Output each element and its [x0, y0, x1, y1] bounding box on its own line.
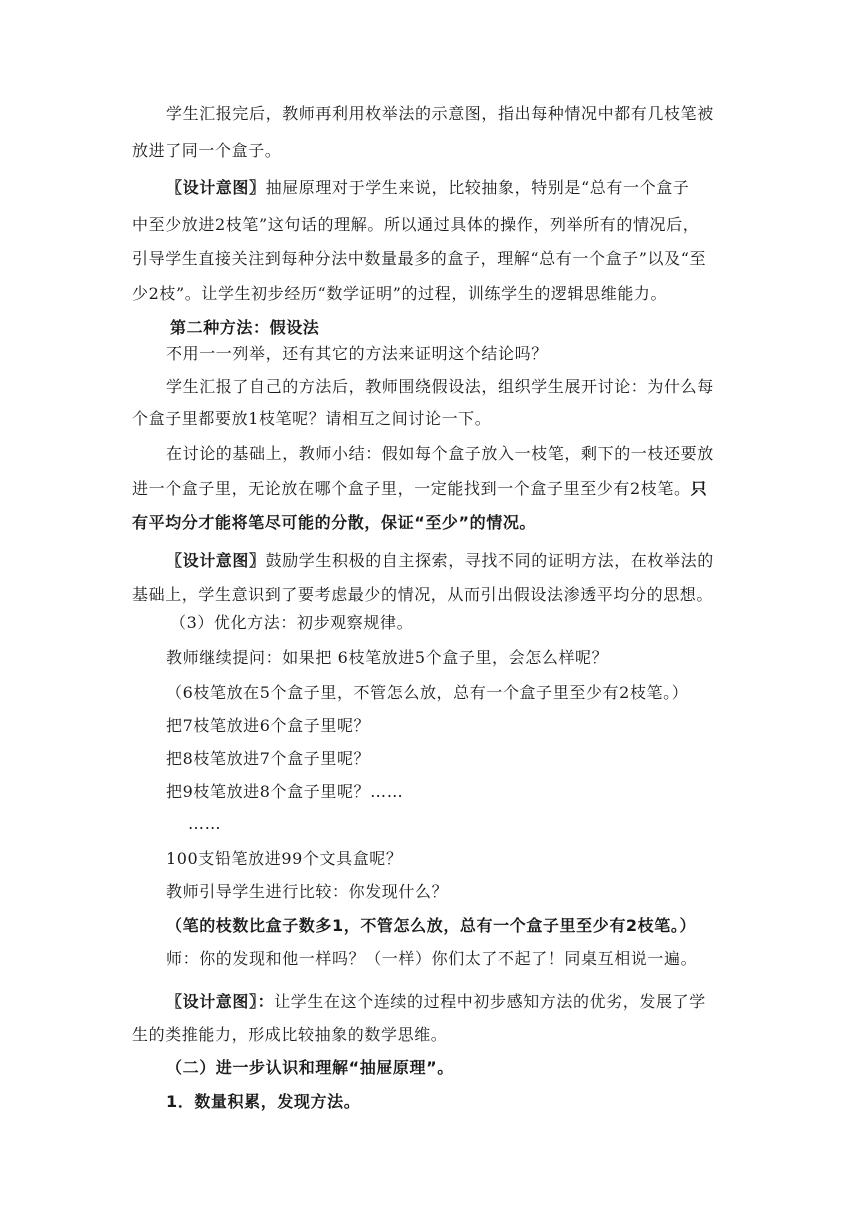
paragraph-line-bold: 有平均分才能将笔尽可能的分散，保证“至少”的情况。	[132, 513, 537, 532]
design-intent-text: 抽屉原理对于学生来说，比较抽象，特别是“总有一个盒子	[265, 178, 690, 197]
design-intent-label: 〖设计意图〗	[166, 178, 266, 197]
paragraph-line: 生的类推能力，形成比较抽象的数学思维。	[132, 1025, 448, 1044]
paragraph-line-bold: （笔的枝数比盒子数多1，不管怎么放，总有一个盒子里至少有2枝笔。）	[166, 916, 697, 935]
paragraph-line: 把9枝笔放进8个盒子里呢？……	[166, 782, 404, 801]
paragraph-line: ……	[188, 814, 222, 833]
paragraph-line: 把8枝笔放进7个盒子里呢？	[166, 749, 371, 768]
design-intent-text: 鼓励学生积极的自主探索，寻找不同的证明方法，在枚举法的	[265, 551, 714, 570]
paragraph-line: 学生汇报完后，教师再利用枚举法的示意图，指出每种情况中都有几枝笔被	[166, 104, 714, 123]
design-intent-label: 〖设计意图〗：	[166, 992, 275, 1011]
section-heading: 1．数量积累，发现方法。	[166, 1092, 361, 1111]
paragraph-line: 引导学生直接关注到每种分法中数量最多的盒子，理解“总有一个盒子”以及“至	[132, 249, 707, 268]
paragraph-line: 不用一一列举，还有其它的方法来证明这个结论吗？	[166, 344, 548, 363]
paragraph-line: 把7枝笔放进6个盒子里呢？	[166, 716, 371, 735]
paragraph-line: 学生汇报了自己的方法后，教师围绕假设法，组织学生展开讨论：为什么每	[166, 377, 714, 396]
line-text: 进一个盒子里，无论放在哪个盒子里，一定能找到一个盒子里至少有2枝笔。	[132, 479, 691, 498]
paragraph-line: 基础上，学生意识到了要考虑最少的情况，从而引出假设法渗透平均分的思想。	[132, 585, 714, 604]
line-bold-text: 只	[690, 479, 708, 498]
paragraph-line: 教师引导学生进行比较：你发现什么？	[166, 882, 449, 901]
design-intent-text: 让学生在这个连续的过程中初步感知方法的优劣，发展了学	[274, 992, 706, 1011]
paragraph-line: 中至少放进2枝笔”这句话的理解。所以通过具体的操作，列举所有的情况后，	[132, 215, 700, 234]
section-heading: 第二种方法：假设法	[170, 318, 320, 337]
paragraph-line: 师：你的发现和他一样吗？（一样）你们太了不起了！同桌互相说一遍。	[166, 949, 698, 968]
paragraph-line: 在讨论的基础上，教师小结：假如每个盒子放入一枝笔，剩下的一枝还要放	[166, 444, 714, 463]
paragraph-line: 教师继续提问：如果把 6枝笔放进5个盒子里，会怎么样呢？	[166, 648, 609, 667]
paragraph-line	[132, 479, 707, 499]
design-intent-line	[166, 178, 689, 198]
section-heading: （二）进一步认识和理解“抽屉原理”。	[166, 1058, 454, 1077]
paragraph-line: （6枝笔放在5个盒子里，不管怎么放，总有一个盒子里至少有2枝笔。）	[166, 683, 689, 702]
paragraph-line: 少2枝”。让学生初步经历“数学证明”的过程，训练学生的逻辑思维能力。	[132, 284, 668, 303]
design-intent-line	[166, 551, 714, 571]
paragraph-line: 放进了同一个盒子。	[132, 141, 282, 160]
design-intent-label: 〖设计意图〗	[166, 551, 266, 570]
subsection-heading: （3）优化方法：初步观察规律。	[170, 613, 414, 632]
paragraph-line: 个盒子里都要放1枝笔呢？请相互之间讨论一下。	[132, 409, 492, 428]
paragraph-line: 100支铅笔放进99个文具盒呢？	[166, 849, 403, 868]
design-intent-line	[166, 992, 706, 1012]
